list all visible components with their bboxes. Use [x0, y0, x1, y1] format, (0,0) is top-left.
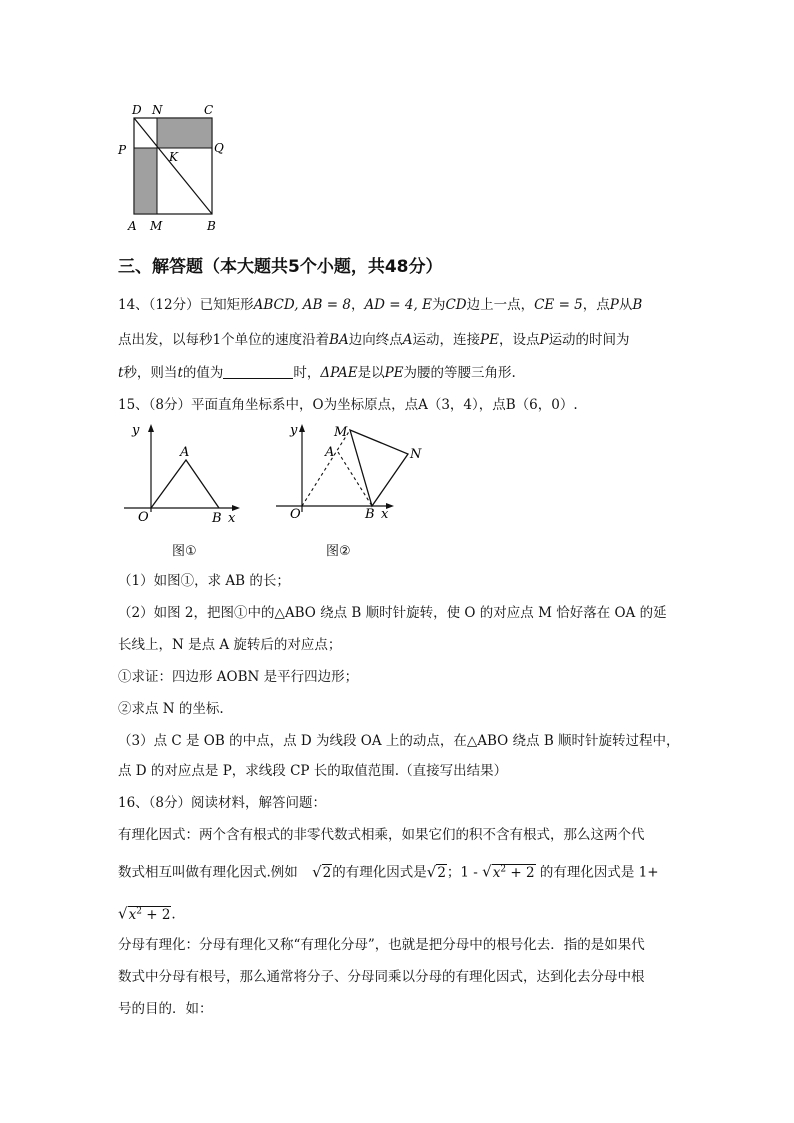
q15-part3-line2: 点 D 的对应点是 P，求线段 CP 长的取值范围.（直接写出结果）: [118, 763, 508, 779]
rectangle-figure: [112, 98, 232, 238]
label-n: N: [152, 103, 163, 117]
section-heading: 三、解答题（本大题共5个小题，共48分）: [118, 257, 443, 277]
sqrt-x2-plus-2-a: $√x^2 + 2$: [482, 862, 535, 881]
fig1-label-o: O: [138, 510, 149, 525]
sqrt-2-a: √2: [312, 862, 332, 881]
q16-p1-line3: $√x^2 + 2$.: [118, 902, 176, 924]
sqrt-x2-plus-2-b: $√x^2 + 2$: [118, 904, 171, 923]
q16-p2-line2: 数式中分母有根号，那么通常将分子、分母同乘以分母的有理化因式，达到化去分母中根: [118, 969, 645, 985]
label-b: B: [207, 219, 216, 233]
fig1-caption: 图①: [172, 544, 197, 559]
fig2-label-y: y: [290, 423, 298, 438]
label-d: D: [132, 103, 142, 117]
answer-blank[interactable]: [223, 364, 293, 379]
q16-intro: 16、（8分）阅读材料，解答问题：: [118, 795, 327, 811]
q15-part2-b: ②求点 N 的坐标.: [118, 701, 224, 717]
label-a: A: [128, 219, 137, 233]
sqrt-2-b: √2: [426, 862, 446, 881]
label-q: Q: [214, 141, 224, 155]
fig2-label-o: O: [290, 507, 301, 522]
label-m: M: [150, 219, 163, 233]
fig2-label-n: N: [410, 447, 422, 462]
figure-2: [270, 418, 430, 530]
fig1-label-y: y: [132, 423, 140, 438]
fig2-caption: 图②: [326, 544, 351, 559]
q15-part1: （1）如图①，求 AB 的长；: [118, 573, 290, 589]
figure-1: [116, 420, 246, 530]
q14-line2: 点出发，以每秒1个单位的速度沿着BA边向终点A运动，连接PE，设点P运动的时间为: [118, 332, 630, 348]
q14-line1: 14、（12分）已知矩形ABCD, AB = 8，AD = 4, E为CD边上一点，CE = 5，点P从B: [118, 297, 643, 313]
fig1-label-x: x: [228, 511, 236, 526]
label-k: K: [169, 150, 178, 164]
label-p: P: [118, 143, 127, 157]
q14-line3: t秒，则当t的值为 时，ΔPAE是以PE为腰的等腰三角形.: [118, 365, 516, 381]
q16-p1-line2: 数式相互叫做有理化因式.例如 √2的有理化因式是√2；$1 - √x^2 + 2$ 的有理化因式是 1+: [118, 860, 659, 882]
fig1-label-b: B: [212, 511, 222, 526]
fig2-label-x: x: [381, 507, 389, 522]
q16-p1-line1: 有理化因式：两个含有根式的非零代数式相乘，如果它们的积不含有根式，那么这两个代: [118, 827, 645, 843]
q15-intro: 15、（8分）平面直角坐标系中，O为坐标原点，点A（3，4），点B（6，0）.: [118, 397, 578, 413]
q16-p2-line3: 号的目的．如：: [118, 1001, 213, 1017]
fig2-label-m: M: [334, 425, 348, 440]
q15-part3-line1: （3）点 C 是 OB 的中点，点 D 为线段 OA 上的动点，在△ABO 绕点 B 顺时针旋转过程中，: [118, 733, 680, 749]
q15-part2-line1: （2）如图 2，把图①中的△ABO 绕点 B 顺时针旋转，使 O 的对应点 M 恰好落在 OA 的延: [118, 605, 667, 621]
fig2-label-a: A: [325, 445, 335, 460]
fig2-label-b: B: [365, 507, 375, 522]
q16-p2-line1: 分母有理化：分母有理化又称“有理化分母”，也就是把分母中的根号化去．指的是如果代: [118, 937, 645, 953]
label-c: C: [204, 103, 214, 117]
fig1-label-a: A: [180, 445, 190, 460]
q15-part2-line2: 长线上，N 是点 A 旋转后的对应点；: [118, 637, 342, 653]
q15-part2-a: ①求证：四边形 AOBN 是平行四边形；: [118, 669, 359, 685]
